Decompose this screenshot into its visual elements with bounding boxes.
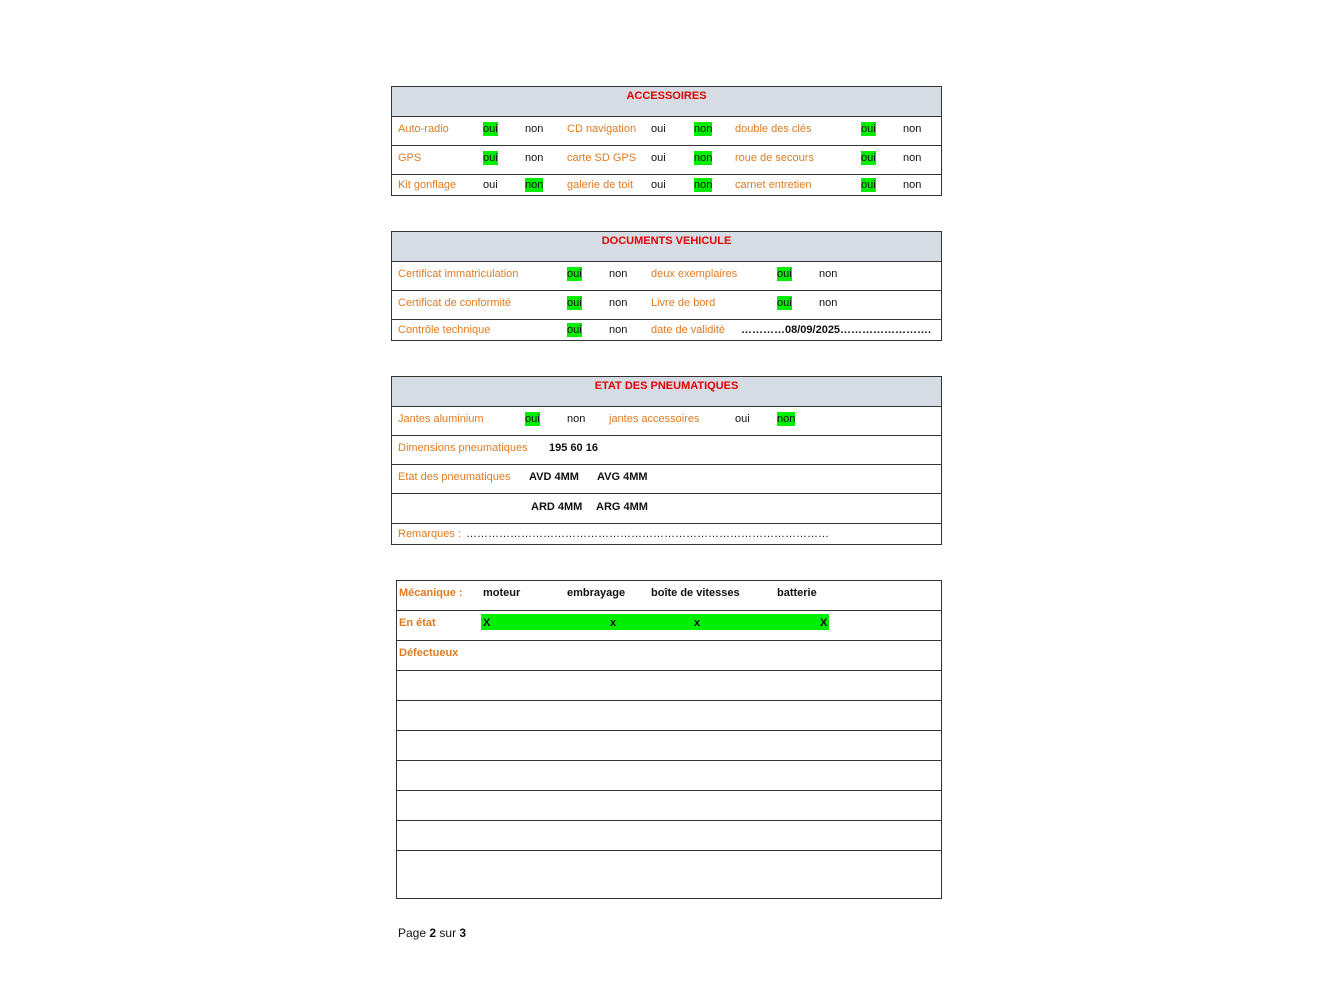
documents-title: DOCUMENTS VEHICULE: [392, 232, 941, 262]
carte-sd-label: carte SD GPS: [567, 152, 637, 164]
controle-technique-label: Contrôle technique: [398, 324, 491, 336]
gps-label: GPS: [398, 152, 422, 164]
table-row: [392, 262, 941, 291]
table-row: [392, 524, 941, 544]
en-etat-highlight: [481, 614, 829, 630]
table-row: [397, 791, 941, 821]
jantes-aluminium-oui: oui: [525, 413, 540, 425]
moteur-mark: X: [483, 617, 491, 629]
table-row: [397, 701, 941, 731]
controle-technique-oui: oui: [567, 324, 582, 336]
cd-navigation-oui: oui: [651, 123, 666, 135]
table-row: [397, 641, 941, 671]
sur-label: sur: [439, 926, 457, 940]
galerie-toit-label: galerie de toit: [567, 179, 634, 191]
mecanique-table: [396, 580, 942, 899]
deux-exemplaires-oui: oui: [777, 268, 792, 280]
deux-exemplaires-label: deux exemplaires: [651, 268, 738, 280]
jantes-accessoires-label: jantes accessoires: [609, 413, 700, 425]
table-row: [392, 494, 941, 524]
embrayage-mark: x: [610, 617, 617, 629]
boite-vitesses-col: boîte de vitesses: [651, 587, 740, 599]
remarques-dots: ………………………………………………………………………………………: [466, 528, 829, 540]
etat-pneumatiques-label: Etat des pneumatiques: [398, 471, 511, 483]
embrayage-col: embrayage: [567, 587, 626, 599]
kit-gonflage-label: Kit gonflage: [398, 179, 457, 191]
kit-gonflage-oui: oui: [483, 179, 498, 191]
galerie-toit-oui: oui: [651, 179, 666, 191]
table-row: [392, 175, 941, 195]
table-row: [392, 117, 941, 146]
pneumatiques-title: ETAT DES PNEUMATIQUES: [392, 377, 941, 407]
livre-bord-label: Livre de bord: [651, 297, 716, 309]
table-row: [392, 146, 941, 175]
moteur-col: moteur: [483, 587, 521, 599]
livre-bord-oui: oui: [777, 297, 792, 309]
accessoires-title: ACCESSOIRES: [392, 87, 941, 117]
deux-exemplaires-non: non: [819, 268, 838, 280]
page-total: 3: [459, 926, 467, 940]
pneumatiques-table: [391, 376, 942, 545]
page-number: 2: [429, 926, 437, 940]
table-row: [397, 821, 941, 851]
dimensions-value: 195 60 16: [549, 442, 598, 454]
jantes-aluminium-label: Jantes aluminium: [398, 413, 484, 425]
cd-navigation-label: CD navigation: [567, 123, 637, 135]
ard-value: ARD 4MM: [531, 501, 583, 513]
carte-sd-non: non: [694, 152, 713, 164]
jantes-aluminium-non: non: [567, 413, 586, 425]
table-row: [397, 731, 941, 761]
auto-radio-label: Auto-radio: [398, 123, 449, 135]
double-cles-non: non: [903, 123, 922, 135]
auto-radio-non: non: [525, 123, 544, 135]
carte-sd-oui: oui: [651, 152, 666, 164]
certificat-conformite-oui: oui: [567, 297, 582, 309]
double-cles-oui: oui: [861, 123, 876, 135]
dimensions-label: Dimensions pneumatiques: [398, 442, 528, 454]
defectueux-label: Défectueux: [399, 647, 459, 659]
date-validite-label: date de validité: [651, 324, 725, 336]
carnet-entretien-non: non: [903, 179, 922, 191]
table-row: [392, 320, 941, 340]
batterie-col: batterie: [777, 587, 817, 599]
double-cles-label: double des clés: [735, 123, 812, 135]
jantes-accessoires-oui: oui: [735, 413, 750, 425]
table-row: [397, 611, 941, 641]
documents-table: [391, 231, 942, 341]
carnet-entretien-oui: oui: [861, 179, 876, 191]
mecanique-label: Mécanique :: [399, 587, 463, 599]
carnet-entretien-label: carnet entretien: [735, 179, 812, 191]
table-row: [397, 671, 941, 701]
roue-secours-non: non: [903, 152, 922, 164]
gps-oui: oui: [483, 152, 498, 164]
table-row: [397, 761, 941, 791]
certificat-conformite-label: Certificat de conformité: [398, 297, 512, 309]
date-validite-value: …………08/09/2025…………………….: [741, 324, 932, 336]
table-row: [397, 851, 941, 881]
certificat-conformite-non: non: [609, 297, 628, 309]
gps-non: non: [525, 152, 544, 164]
page-label: Page: [398, 926, 427, 940]
roue-secours-label: roue de secours: [735, 152, 814, 164]
page-footer: [398, 926, 466, 940]
kit-gonflage-non: non: [525, 179, 544, 191]
certificat-immatriculation-label: Certificat immatriculation: [398, 268, 519, 280]
boite-vitesses-mark: x: [694, 617, 701, 629]
table-row: [397, 581, 941, 611]
table-row: [392, 436, 941, 465]
cd-navigation-non: non: [694, 123, 713, 135]
galerie-toit-non: non: [694, 179, 713, 191]
roue-secours-oui: oui: [861, 152, 876, 164]
jantes-accessoires-non: non: [777, 413, 796, 425]
accessoires-table: [391, 86, 942, 196]
controle-technique-non: non: [609, 324, 628, 336]
batterie-mark: X: [820, 617, 828, 629]
avg-value: AVG 4MM: [597, 471, 648, 483]
table-row: [392, 291, 941, 320]
avd-value: AVD 4MM: [529, 471, 579, 483]
arg-value: ARG 4MM: [596, 501, 648, 513]
certificat-immatriculation-non: non: [609, 268, 628, 280]
certificat-immatriculation-oui: oui: [567, 268, 582, 280]
table-row: [392, 465, 941, 494]
table-row: [392, 407, 941, 436]
livre-bord-non: non: [819, 297, 838, 309]
auto-radio-oui: oui: [483, 123, 498, 135]
remarques-label: Remarques :: [398, 528, 461, 540]
en-etat-label: En état: [399, 617, 436, 629]
